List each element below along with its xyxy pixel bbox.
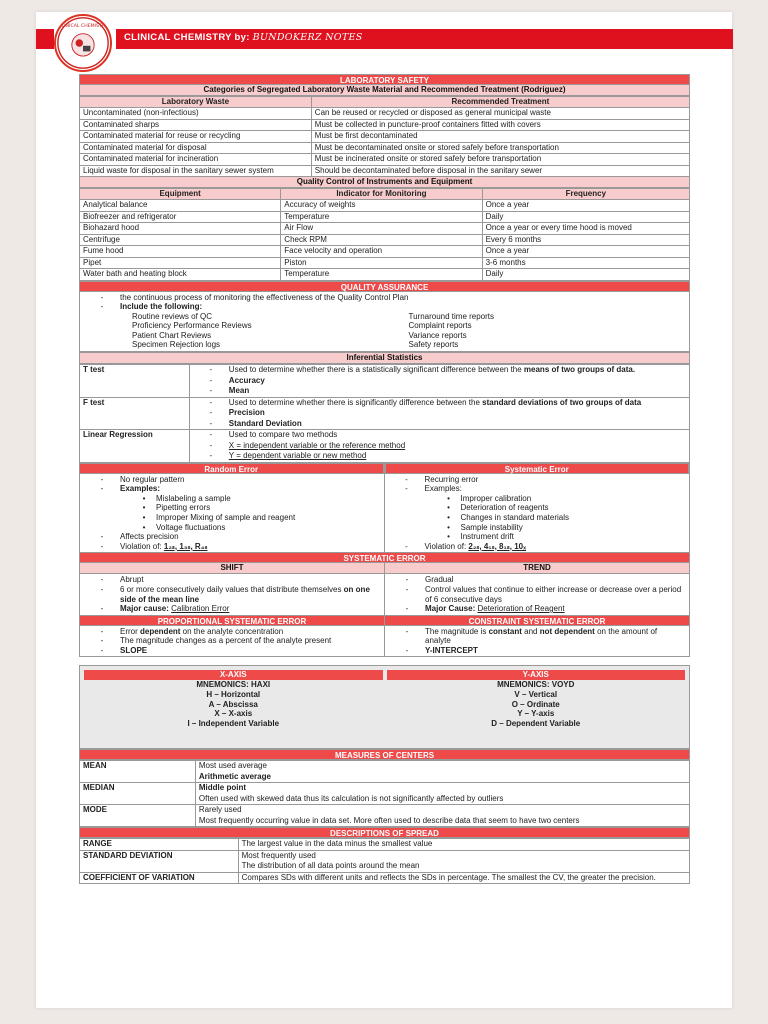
text: Often used with skewed data thus its calculation is not significantly affected by outliers <box>198 793 504 803</box>
list-item: Instrument drift <box>460 532 514 542</box>
banner-accent <box>36 29 54 49</box>
section-title: DESCRIPTIONS OF SPREAD <box>79 827 690 838</box>
logo-seal <box>54 14 112 72</box>
table-row <box>80 131 690 143</box>
cell: T test <box>80 365 190 398</box>
list-item: Turnaround time reports <box>408 311 495 321</box>
cell: Must be collected in puncture-proof containers fitted with covers <box>311 119 689 131</box>
text: constant <box>488 626 522 636</box>
cell: Face velocity and operation <box>281 246 482 258</box>
x-axis-title: X-AXIS <box>84 670 383 680</box>
westgard-rules: 1₂ₛ, 1₃ₛ, R₄ₛ <box>163 541 208 551</box>
text: Used to compare two methods <box>228 430 338 440</box>
table-row <box>80 246 690 258</box>
list-item: X – X-axis <box>214 709 253 719</box>
y-axis-title: Y-AXIS <box>387 670 686 680</box>
col-header: Frequency <box>482 189 689 200</box>
centers-table <box>79 760 690 827</box>
cell <box>238 850 689 872</box>
table-row <box>80 761 690 783</box>
text: Precision <box>228 408 265 418</box>
table-row <box>80 142 690 154</box>
list-item: Proficiency Performance Reviews <box>132 321 252 331</box>
cell <box>195 761 689 783</box>
text: Gradual <box>425 575 454 585</box>
document: LABORATORY SAFETY Categories of Segregated Laboratory Waste Material and Recommended Treatment (Rodriguez) Laboratory Waste Recommended Treatment Uncontaminated (non-infectious) Can be reused or recycled or disposed as general municipal waste Contaminated sharps Must be collected in puncture-proof containers fitted with covers Contaminated material for reuse or recycling Must be first decontaminated Contaminated material for disposal Must be decontaminated onsite or stored safely before transportation Contaminated material for incineration Must be incinerated onsite or stored safely before transportation Liquid waste for disposal in the sanitary sewer system Should be decontaminated before disposal in the sanitary sewer Quality Control of Instruments and Equipment Equipment Indicator for Monitoring Frequency Analytical balance Accuracy of weights Once a year Biofreezer and refrigerator Temperature Daily Biohazard hood Air Flow Once a year or every time hood is moved Centrifuge Check RPM Every 6 months Fume hood Face velocity and operation Once a year Pipet Piston 3-6 months Water bath and heating block Temperature Daily QUALITY ASSURANCE - the continuous process of monitoring the effectiveness of the Quality Control Plan - Include the following: Routine reviews of QC Proficiency Performance Reviews Patient Chart Reviews Specimen Rejection logs Turnaround time reports Complaint reports Variance reports Safety reports Inferential Statistics T test - Used to determine whether there is a statistically significant difference between the means of two groups of data. - Accuracy - Mean F test - Used to determine whether there is significantly difference between the standard deviations of two groups of data - Precision - Standard Deviation Linear Regression - Used to compare two methods - X = independent variable or the reference method - Y = dependent variable or new method Random Error - No regular pattern - Examples: • Mislabeling a sample • Pipetting errors • Improper Mixing of sample and reagent • Voltage fluctuations - Affects precision - Violation of: 1₂ₛ, 1₃ₛ, R₄ₛ Systematic Error - Recurring error - Examples: • Improper calibration • Deterioration of reagents • Changes in standard materials • Sample instability • Instrument drift - Violation of: 2₂ₛ, 4₁ₛ, 8₁ₛ, 10ₓ SYSTEMATIC ERROR SHIFT - Abrupt - 6 or more consecutively daily values that distribute themselves on one side of the mean line - Major cause: Calibration Error TREND - Gradual - Control values that continue to either increase or decrease over a period of 6 consecutive days - Major Cause: Deterioration of Reagent PROPORTIONAL SYSTEMATIC ERROR - Error dependent on the analyte concentration - The magnitude changes as a percent of the analyte present - SLOPE CONSTRAINT SYSTEMATIC ERROR - The magnitude is constant and not dependent on the amount of analyte - Y-INTERCEPT X-AXIS MNEMONICS: HAXI H – Horizontal A – Abscissa X – X-axis I – Independent Variable Y-AXIS MNEMONICS: VOYD V – Vertical O – Ordinate Y – Y-axis D – Dependent Variable MEASURES OF CENTERS MEAN Most used average Arithmetic average MEDIAN Middle point Often used with skewed data thus its calculation is not significantly affected by outliers MODE Rarely used Most frequently occurring value in data set. More often used to describe data that seem to have two centers DESCRIPTIONS OF SPREAD RANGE The largest value in the data minus the smallest value STANDARD DEVIATION Most frequently used The distribution of all data points around the mean COEFFICIENT OF VARIATION Compares SDs with different units and reflects the SDs in percentage. The smallest the CV, the greater the precision. <box>79 74 690 884</box>
text: standard deviations of two groups of data <box>482 397 642 407</box>
list-item: Routine reviews of QC <box>132 311 213 321</box>
list-item: Deterioration of reagents <box>460 503 549 513</box>
cell: Daily <box>482 269 689 281</box>
text: Used to determine whether there is significantly difference between the <box>228 397 483 407</box>
section-title: LABORATORY SAFETY <box>79 74 690 85</box>
cell: Every 6 months <box>482 234 689 246</box>
text: Control values that continue to either increase or decrease over a period of 6 consecutive days <box>425 584 682 604</box>
list-item: V – Vertical <box>514 690 558 700</box>
table-row <box>80 839 690 851</box>
list-item: Variance reports <box>408 330 467 340</box>
table-row <box>80 154 690 166</box>
table-row <box>80 108 690 120</box>
cell: Uncontaminated (non-infectious) <box>80 108 312 120</box>
cell: Pipet <box>80 257 281 269</box>
text: Y = dependent variable or new method <box>228 451 367 461</box>
westgard-rules: 2₂ₛ, 4₁ₛ, 8₁ₛ, 10ₓ <box>468 541 527 551</box>
svg-text:CLINICAL CHEMISTRY: CLINICAL CHEMISTRY <box>58 24 108 30</box>
text: on the amount of analyte <box>425 626 658 646</box>
text: Arithmetic average <box>198 771 271 781</box>
text: Major Cause: <box>425 604 478 614</box>
text: The magnitude is <box>425 626 489 636</box>
section-subtitle: Categories of Segregated Laboratory Waste Material and Recommended Treatment (Rodriguez) <box>79 85 690 96</box>
cell: MEDIAN <box>80 783 196 805</box>
text: Used to determine whether there is a statistically significant difference between the <box>228 365 524 375</box>
text: Deterioration of Reagent <box>477 604 565 614</box>
list-item: Specimen Rejection logs <box>132 340 221 350</box>
text: Most frequently occurring value in data set. More often used to describe data that seem to have two centers <box>198 815 580 825</box>
axes-box <box>79 665 690 749</box>
table-row <box>80 269 690 281</box>
table-row <box>80 234 690 246</box>
cell: - Used to determine whether there is significantly difference between the standard deviations of two groups of data - Precision - Standard Deviation <box>189 397 689 430</box>
text: Recurring error <box>424 474 479 484</box>
cell: 3-6 months <box>482 257 689 269</box>
table-row <box>80 257 690 269</box>
text: Standard Deviation <box>228 418 302 428</box>
text: dependent <box>140 626 181 636</box>
cell: Check RPM <box>281 234 482 246</box>
text: Calibration Error <box>171 604 230 614</box>
list-item: D – Dependent Variable <box>491 718 581 728</box>
qa-text: the continuous process of monitoring the effectiveness of the Quality Control Plan <box>120 292 409 302</box>
section-title: QUALITY ASSURANCE <box>79 281 690 292</box>
list-item: Y – Y-axis <box>517 709 555 719</box>
sub-title: SHIFT <box>80 563 384 574</box>
text: not dependent <box>539 626 595 636</box>
cell: Biohazard hood <box>80 223 281 235</box>
text: Mean <box>228 386 250 396</box>
cell: COEFFICIENT OF VARIATION <box>80 872 239 884</box>
table-row <box>80 365 690 398</box>
cell: Piston <box>281 257 482 269</box>
cell: Fume hood <box>80 246 281 258</box>
cell: Centrifuge <box>80 234 281 246</box>
text: means of two groups of data. <box>523 365 636 375</box>
cell: Contaminated material for disposal <box>80 142 312 154</box>
cell: Biofreezer and refrigerator <box>80 211 281 223</box>
list-item: Patient Chart Reviews <box>132 330 212 340</box>
cell: Once a year <box>482 200 689 212</box>
text: Rarely used <box>198 805 242 815</box>
text: X = independent variable or the reference method <box>228 440 406 450</box>
table-row <box>80 211 690 223</box>
table-row <box>80 430 690 463</box>
cell: Contaminated sharps <box>80 119 312 131</box>
col-header: Indicator for Monitoring <box>281 189 482 200</box>
list-item: Improper Mixing of sample and reagent <box>156 512 296 522</box>
text: The distribution of all data points around the mean <box>241 861 420 871</box>
list-item: Voltage fluctuations <box>156 522 226 532</box>
inferential-table <box>79 364 690 463</box>
cell: Once a year <box>482 246 689 258</box>
mnemonic: MNEMONICS: HAXI <box>196 680 271 690</box>
list-item: I – Independent Variable <box>187 718 280 728</box>
header-title: CLINICAL CHEMISTRY by: <box>124 32 250 43</box>
table-row <box>80 805 690 827</box>
text: Accuracy <box>228 375 265 385</box>
text: The magnitude changes as a percent of the analyte present <box>120 636 332 646</box>
cell: F test <box>80 397 190 430</box>
col-header: Laboratory Waste <box>80 97 312 108</box>
cell: Must be decontaminated onsite or stored safely before transportation <box>311 142 689 154</box>
text: Middle point <box>198 783 246 793</box>
list-item: Sample instability <box>460 522 523 532</box>
header-author: BUNDOKERZ NOTES <box>252 32 363 43</box>
cell: Should be decontaminated before disposal in the sanitary sewer <box>311 165 689 177</box>
qa-box: - the continuous process of monitoring the effectiveness of the Quality Control Plan - Include the following: Routine reviews of QC Proficiency Performance Reviews Patient Chart Reviews Specimen Rejection logs Turnaround time reports Complaint reports Variance reports Safety reports <box>79 292 690 353</box>
table-row <box>80 850 690 872</box>
table-row <box>80 200 690 212</box>
cell: Once a year or every time hood is moved <box>482 223 689 235</box>
list-item: Improper calibration <box>460 493 532 503</box>
section-title: Quality Control of Instruments and Equipment <box>79 177 690 188</box>
list-item: Complaint reports <box>408 321 472 331</box>
text: Affects precision <box>120 532 179 542</box>
text: SLOPE <box>120 645 148 655</box>
section-title: MEASURES OF CENTERS <box>79 749 690 760</box>
table-row <box>80 783 690 805</box>
qa-text: Include the following: <box>120 302 203 312</box>
cell: Contaminated material for reuse or recycling <box>80 131 312 143</box>
section-title: Random Error <box>79 463 384 474</box>
table-row <box>80 872 690 884</box>
section-title: Inferential Statistics <box>79 352 690 364</box>
cell: Temperature <box>281 211 482 223</box>
col-header: Equipment <box>80 189 281 200</box>
text: Examples: <box>120 484 161 494</box>
table-row <box>80 397 690 430</box>
section-title: Systematic Error <box>385 463 690 474</box>
sub-title: PROPORTIONAL SYSTEMATIC ERROR <box>80 615 384 626</box>
list-item: H – Horizontal <box>206 690 261 700</box>
text: Most frequently used <box>241 850 316 860</box>
text: Major cause: <box>120 604 172 614</box>
cell: Temperature <box>281 269 482 281</box>
list-item: Pipetting errors <box>156 503 211 513</box>
list-item: O – Ordinate <box>511 699 560 709</box>
list-item: A – Abscissa <box>208 699 258 709</box>
cell: Analytical balance <box>80 200 281 212</box>
cell: Air Flow <box>281 223 482 235</box>
table-row <box>80 119 690 131</box>
list-item: Safety reports <box>408 340 459 350</box>
cell: Liquid waste for disposal in the sanitary sewer system <box>80 165 312 177</box>
text: and <box>521 626 540 636</box>
text: 6 or more consecutively daily values that distribute themselves <box>120 584 344 594</box>
cell: STANDARD DEVIATION <box>80 850 239 872</box>
cell: MEAN <box>80 761 196 783</box>
text: on the analyte concentration <box>180 626 284 636</box>
cell: - Used to compare two methods - X = independent variable or the reference method - Y = dependent variable or new method <box>189 430 689 463</box>
cell <box>195 783 689 805</box>
cell: Accuracy of weights <box>281 200 482 212</box>
cell: MODE <box>80 805 196 827</box>
text: Error <box>120 626 140 636</box>
list-item: Changes in standard materials <box>460 512 570 522</box>
cell: Linear Regression <box>80 430 190 463</box>
list-item: Mislabeling a sample <box>156 493 231 503</box>
cell: - Used to determine whether there is a statistically significant difference between the means of two groups of data. - Accuracy - Mean <box>189 365 689 398</box>
qc-table <box>79 188 690 281</box>
mnemonic: MNEMONICS: VOYD <box>497 680 575 690</box>
text: No regular pattern <box>120 474 185 484</box>
cell: Daily <box>482 211 689 223</box>
spread-table <box>79 838 690 884</box>
table-row <box>80 223 690 235</box>
waste-table <box>79 96 690 177</box>
cell: Water bath and heating block <box>80 269 281 281</box>
text: Examples: <box>424 484 462 494</box>
text: Violation of: <box>424 541 469 551</box>
text: Abrupt <box>120 575 144 585</box>
cell: Can be reused or recycled or disposed as general municipal waste <box>311 108 689 120</box>
text: Y-INTERCEPT <box>425 645 478 655</box>
cell: RANGE <box>80 839 239 851</box>
text: on one side of the mean line <box>120 584 370 604</box>
table-row <box>80 165 690 177</box>
text: Most used average <box>198 761 267 771</box>
cell: The largest value in the data minus the smallest value <box>238 839 689 851</box>
cell: Contaminated material for incineration <box>80 154 312 166</box>
cell: Must be first decontaminated <box>311 131 689 143</box>
col-header: Recommended Treatment <box>311 97 689 108</box>
cell: Must be incinerated onsite or stored safely before transportation <box>311 154 689 166</box>
title-banner <box>116 29 733 49</box>
section-title: SYSTEMATIC ERROR <box>79 552 690 563</box>
sub-title: TREND <box>385 563 689 574</box>
text: Violation of: <box>120 541 164 551</box>
cell: Compares SDs with different units and reflects the SDs in percentage. The smallest the CV, the greater the precision. <box>238 872 689 884</box>
cell <box>195 805 689 827</box>
sub-title: CONSTRAINT SYSTEMATIC ERROR <box>385 615 689 626</box>
